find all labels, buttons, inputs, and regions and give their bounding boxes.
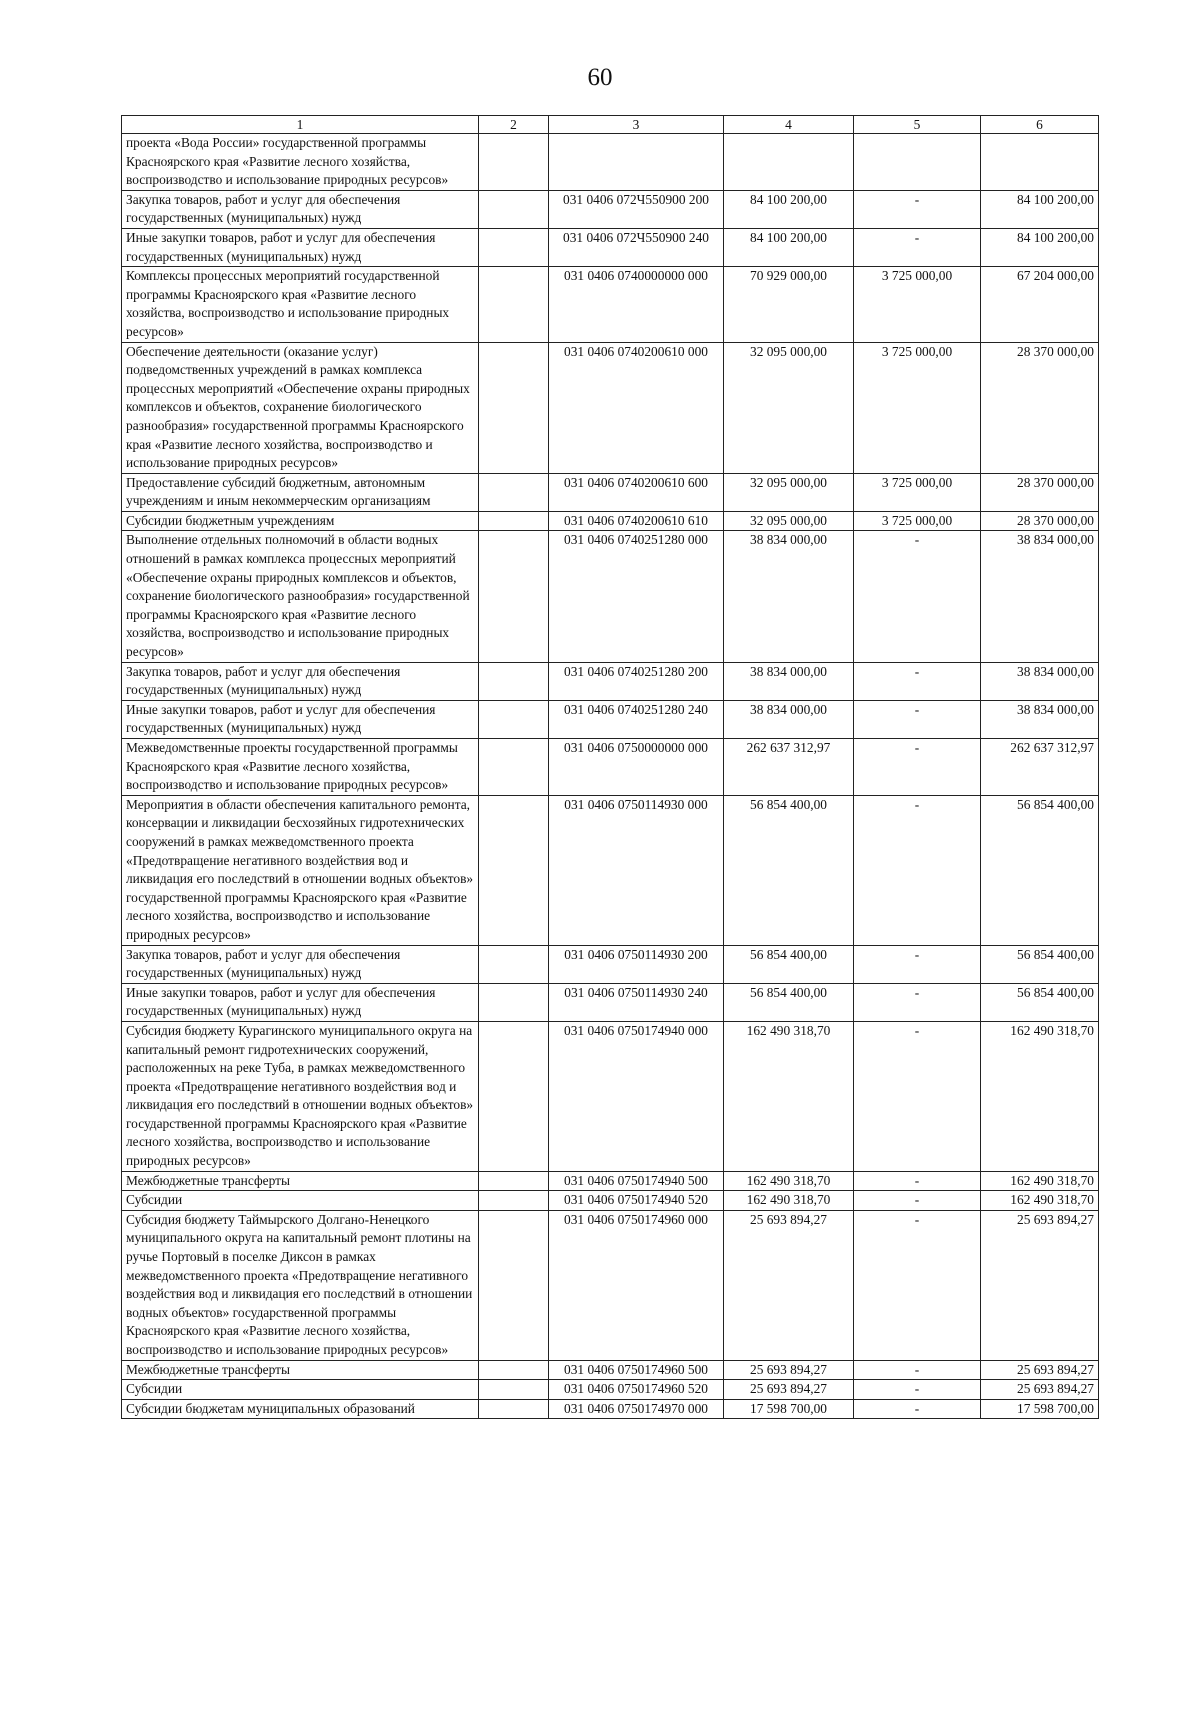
row-code-cell: 031 0406 0750174970 000 xyxy=(549,1399,724,1419)
row-total-cell: 25 693 894,27 xyxy=(981,1210,1099,1360)
row-change-cell: - xyxy=(854,1191,981,1211)
row-name-cell: Субсидия бюджету Курагинского муниципального округа на капитальный ремонт гидротехнических сооружений, расположенных на реке Туба, в рамках межведомственного проекта «Предотвращение негативного воздействия вод и ликвидация его последствий в отношении водных объектов» государственной программы Красноярского края «Развитие лесного хозяйства, воспроизводство и использование природных ресурсов» xyxy=(122,1021,479,1171)
table-row xyxy=(122,1171,1099,1191)
row-name-cell: проекта «Вода России» государственной программы Красноярского края «Развитие лесного хозяйства, воспроизводство и использование природных ресурсов» xyxy=(122,134,479,191)
header-cell-6: 6 xyxy=(981,116,1099,134)
row-name-cell: Обеспечение деятельности (оказание услуг) подведомственных учреждений в рамках комплекса процессных мероприятий «Обеспечение охраны природных комплексов и объектов, сохранение биологического разнообразия» государственной программы Красноярского края «Развитие лесного хозяйства, воспроизводство и использование природных ресурсов» xyxy=(122,342,479,473)
table-row xyxy=(122,134,1099,191)
budget-table xyxy=(121,115,1099,1419)
row-amount-cell: 56 854 400,00 xyxy=(724,983,854,1021)
header-cell-1: 1 xyxy=(122,116,479,134)
table-row xyxy=(122,662,1099,700)
row-total-cell: 84 100 200,00 xyxy=(981,190,1099,228)
header-row xyxy=(122,116,1099,134)
row-code-cell: 031 0406 0740251280 000 xyxy=(549,531,724,662)
row-amount-cell xyxy=(724,134,854,191)
row-change-cell: - xyxy=(854,983,981,1021)
row-col2-cell xyxy=(479,1399,549,1419)
row-col2-cell xyxy=(479,511,549,531)
row-amount-cell: 38 834 000,00 xyxy=(724,531,854,662)
row-code-cell: 031 0406 0750114930 200 xyxy=(549,945,724,983)
row-total-cell: 38 834 000,00 xyxy=(981,662,1099,700)
table-row xyxy=(122,945,1099,983)
row-change-cell: - xyxy=(854,795,981,945)
row-total-cell: 56 854 400,00 xyxy=(981,983,1099,1021)
header-cell-5: 5 xyxy=(854,116,981,134)
row-change-cell: - xyxy=(854,190,981,228)
row-name-cell: Субсидии xyxy=(122,1191,479,1211)
row-col2-cell xyxy=(479,531,549,662)
row-code-cell: 031 0406 0750114930 240 xyxy=(549,983,724,1021)
row-change-cell: 3 725 000,00 xyxy=(854,511,981,531)
row-name-cell: Иные закупки товаров, работ и услуг для обеспечения государственных (муниципальных) нужд xyxy=(122,700,479,738)
row-total-cell: 162 490 318,70 xyxy=(981,1191,1099,1211)
row-code-cell: 031 0406 0740251280 200 xyxy=(549,662,724,700)
row-name-cell: Субсидия бюджету Таймырского Долгано-Ненецкого муниципального округа на капитальный ремонт плотины на ручье Портовый в поселке Диксон в рамках межведомственного проекта «Предотвращение негативного воздействия вод и ликвидация его последствий в отношении водных объектов» государственной программы Красноярского края «Развитие лесного хозяйства, воспроизводство и использование природных ресурсов» xyxy=(122,1210,479,1360)
row-name-cell: Межбюджетные трансферты xyxy=(122,1171,479,1191)
row-col2-cell xyxy=(479,795,549,945)
row-amount-cell: 56 854 400,00 xyxy=(724,795,854,945)
table-row xyxy=(122,1380,1099,1400)
row-total-cell: 262 637 312,97 xyxy=(981,739,1099,796)
row-change-cell xyxy=(854,134,981,191)
row-col2-cell xyxy=(479,134,549,191)
row-code-cell: 031 0406 0740251280 240 xyxy=(549,700,724,738)
row-name-cell: Выполнение отдельных полномочий в области водных отношений в рамках комплекса процессных мероприятий «Обеспечение охраны природных комплексов и объектов, сохранение биологического разнообразия» государственной программы Красноярского края «Развитие лесного хозяйства, воспроизводство и использование природных ресурсов» xyxy=(122,531,479,662)
table-body xyxy=(122,134,1099,1419)
row-amount-cell: 162 490 318,70 xyxy=(724,1191,854,1211)
row-total-cell: 17 598 700,00 xyxy=(981,1399,1099,1419)
row-amount-cell: 25 693 894,27 xyxy=(724,1380,854,1400)
row-col2-cell xyxy=(479,1380,549,1400)
row-code-cell: 031 0406 0740200610 600 xyxy=(549,473,724,511)
row-code-cell: 031 0406 0750174960 000 xyxy=(549,1210,724,1360)
table-row xyxy=(122,473,1099,511)
row-amount-cell: 70 929 000,00 xyxy=(724,267,854,342)
row-amount-cell: 25 693 894,27 xyxy=(724,1360,854,1380)
row-name-cell: Закупка товаров, работ и услуг для обеспечения государственных (муниципальных) нужд xyxy=(122,190,479,228)
row-name-cell: Предоставление субсидий бюджетным, автономным учреждениям и иным некоммерческим организациям xyxy=(122,473,479,511)
row-col2-cell xyxy=(479,228,549,266)
row-amount-cell: 162 490 318,70 xyxy=(724,1171,854,1191)
row-change-cell: - xyxy=(854,1380,981,1400)
row-name-cell: Иные закупки товаров, работ и услуг для обеспечения государственных (муниципальных) нужд xyxy=(122,228,479,266)
row-col2-cell xyxy=(479,1360,549,1380)
row-amount-cell: 38 834 000,00 xyxy=(724,700,854,738)
row-amount-cell: 32 095 000,00 xyxy=(724,511,854,531)
row-code-cell: 031 0406 0750174940 520 xyxy=(549,1191,724,1211)
row-code-cell: 031 0406 0750174940 000 xyxy=(549,1021,724,1171)
table-row xyxy=(122,700,1099,738)
row-amount-cell: 25 693 894,27 xyxy=(724,1210,854,1360)
row-total-cell: 25 693 894,27 xyxy=(981,1380,1099,1400)
row-change-cell: - xyxy=(854,1021,981,1171)
row-code-cell: 031 0406 0750174960 520 xyxy=(549,1380,724,1400)
row-amount-cell: 162 490 318,70 xyxy=(724,1021,854,1171)
row-name-cell: Закупка товаров, работ и услуг для обеспечения государственных (муниципальных) нужд xyxy=(122,662,479,700)
row-amount-cell: 262 637 312,97 xyxy=(724,739,854,796)
row-code-cell: 031 0406 0750174940 500 xyxy=(549,1171,724,1191)
row-total-cell: 38 834 000,00 xyxy=(981,700,1099,738)
row-code-cell: 031 0406 0750114930 000 xyxy=(549,795,724,945)
page-number: 60 xyxy=(587,64,613,91)
table-row xyxy=(122,190,1099,228)
table-row xyxy=(122,228,1099,266)
row-name-cell: Мероприятия в области обеспечения капитального ремонта, консервации и ликвидации бесхозяйных гидротехнических сооружений в рамках межведомственного проекта «Предотвращение негативного воздействия вод и ликвидация его последствий в отношении водных объектов» государственной программы Красноярского края «Развитие лесного хозяйства, воспроизводство и использование природных ресурсов» xyxy=(122,795,479,945)
row-code-cell: 031 0406 072Ч550900 200 xyxy=(549,190,724,228)
row-total-cell: 28 370 000,00 xyxy=(981,342,1099,473)
table-row xyxy=(122,531,1099,662)
row-col2-cell xyxy=(479,1171,549,1191)
row-code-cell: 031 0406 0750174960 500 xyxy=(549,1360,724,1380)
row-change-cell: - xyxy=(854,1399,981,1419)
row-code-cell: 031 0406 0750000000 000 xyxy=(549,739,724,796)
row-name-cell: Иные закупки товаров, работ и услуг для обеспечения государственных (муниципальных) нужд xyxy=(122,983,479,1021)
table-row xyxy=(122,1021,1099,1171)
row-name-cell: Субсидии xyxy=(122,1380,479,1400)
row-col2-cell xyxy=(479,473,549,511)
row-total-cell: 67 204 000,00 xyxy=(981,267,1099,342)
row-col2-cell xyxy=(479,983,549,1021)
row-change-cell: 3 725 000,00 xyxy=(854,473,981,511)
row-col2-cell xyxy=(479,739,549,796)
row-amount-cell: 17 598 700,00 xyxy=(724,1399,854,1419)
row-code-cell: 031 0406 072Ч550900 240 xyxy=(549,228,724,266)
table-row xyxy=(122,267,1099,342)
row-col2-cell xyxy=(479,190,549,228)
row-change-cell: - xyxy=(854,1360,981,1380)
row-name-cell: Межбюджетные трансферты xyxy=(122,1360,479,1380)
table-row xyxy=(122,1360,1099,1380)
row-change-cell: 3 725 000,00 xyxy=(854,267,981,342)
row-col2-cell xyxy=(479,342,549,473)
row-change-cell: - xyxy=(854,945,981,983)
row-change-cell: - xyxy=(854,700,981,738)
row-total-cell: 56 854 400,00 xyxy=(981,945,1099,983)
header-cell-3: 3 xyxy=(549,116,724,134)
row-change-cell: - xyxy=(854,1210,981,1360)
header-cell-2: 2 xyxy=(479,116,549,134)
table-row xyxy=(122,795,1099,945)
row-amount-cell: 84 100 200,00 xyxy=(724,190,854,228)
table-row xyxy=(122,1399,1099,1419)
row-change-cell: - xyxy=(854,228,981,266)
row-code-cell: 031 0406 0740200610 000 xyxy=(549,342,724,473)
table-row xyxy=(122,1210,1099,1360)
row-col2-cell xyxy=(479,1191,549,1211)
row-total-cell: 56 854 400,00 xyxy=(981,795,1099,945)
table-row xyxy=(122,983,1099,1021)
row-change-cell: - xyxy=(854,1171,981,1191)
row-name-cell: Межведомственные проекты государственной программы Красноярского края «Развитие лесного хозяйства, воспроизводство и использование природных ресурсов» xyxy=(122,739,479,796)
row-total-cell: 84 100 200,00 xyxy=(981,228,1099,266)
row-total-cell: 38 834 000,00 xyxy=(981,531,1099,662)
row-amount-cell: 84 100 200,00 xyxy=(724,228,854,266)
row-col2-cell xyxy=(479,945,549,983)
row-amount-cell: 38 834 000,00 xyxy=(724,662,854,700)
row-code-cell: 031 0406 0740200610 610 xyxy=(549,511,724,531)
table-row xyxy=(122,511,1099,531)
row-total-cell: 28 370 000,00 xyxy=(981,511,1099,531)
table-row xyxy=(122,342,1099,473)
row-total-cell: 162 490 318,70 xyxy=(981,1021,1099,1171)
row-amount-cell: 32 095 000,00 xyxy=(724,473,854,511)
header-cell-4: 4 xyxy=(724,116,854,134)
row-name-cell: Субсидии бюджетам муниципальных образований xyxy=(122,1399,479,1419)
row-change-cell: - xyxy=(854,739,981,796)
table-row xyxy=(122,1191,1099,1211)
row-col2-cell xyxy=(479,1210,549,1360)
row-change-cell: - xyxy=(854,662,981,700)
row-col2-cell xyxy=(479,1021,549,1171)
table-row xyxy=(122,739,1099,796)
row-code-cell xyxy=(549,134,724,191)
row-col2-cell xyxy=(479,662,549,700)
row-total-cell: 25 693 894,27 xyxy=(981,1360,1099,1380)
row-col2-cell xyxy=(479,267,549,342)
row-amount-cell: 56 854 400,00 xyxy=(724,945,854,983)
row-total-cell xyxy=(981,134,1099,191)
row-name-cell: Закупка товаров, работ и услуг для обеспечения государственных (муниципальных) нужд xyxy=(122,945,479,983)
row-total-cell: 28 370 000,00 xyxy=(981,473,1099,511)
row-change-cell: 3 725 000,00 xyxy=(854,342,981,473)
row-col2-cell xyxy=(479,700,549,738)
row-total-cell: 162 490 318,70 xyxy=(981,1171,1099,1191)
row-name-cell: Комплексы процессных мероприятий государственной программы Красноярского края «Развитие лесного хозяйства, воспроизводство и использование природных ресурсов» xyxy=(122,267,479,342)
row-code-cell: 031 0406 0740000000 000 xyxy=(549,267,724,342)
row-change-cell: - xyxy=(854,531,981,662)
row-amount-cell: 32 095 000,00 xyxy=(724,342,854,473)
row-name-cell: Субсидии бюджетным учреждениям xyxy=(122,511,479,531)
